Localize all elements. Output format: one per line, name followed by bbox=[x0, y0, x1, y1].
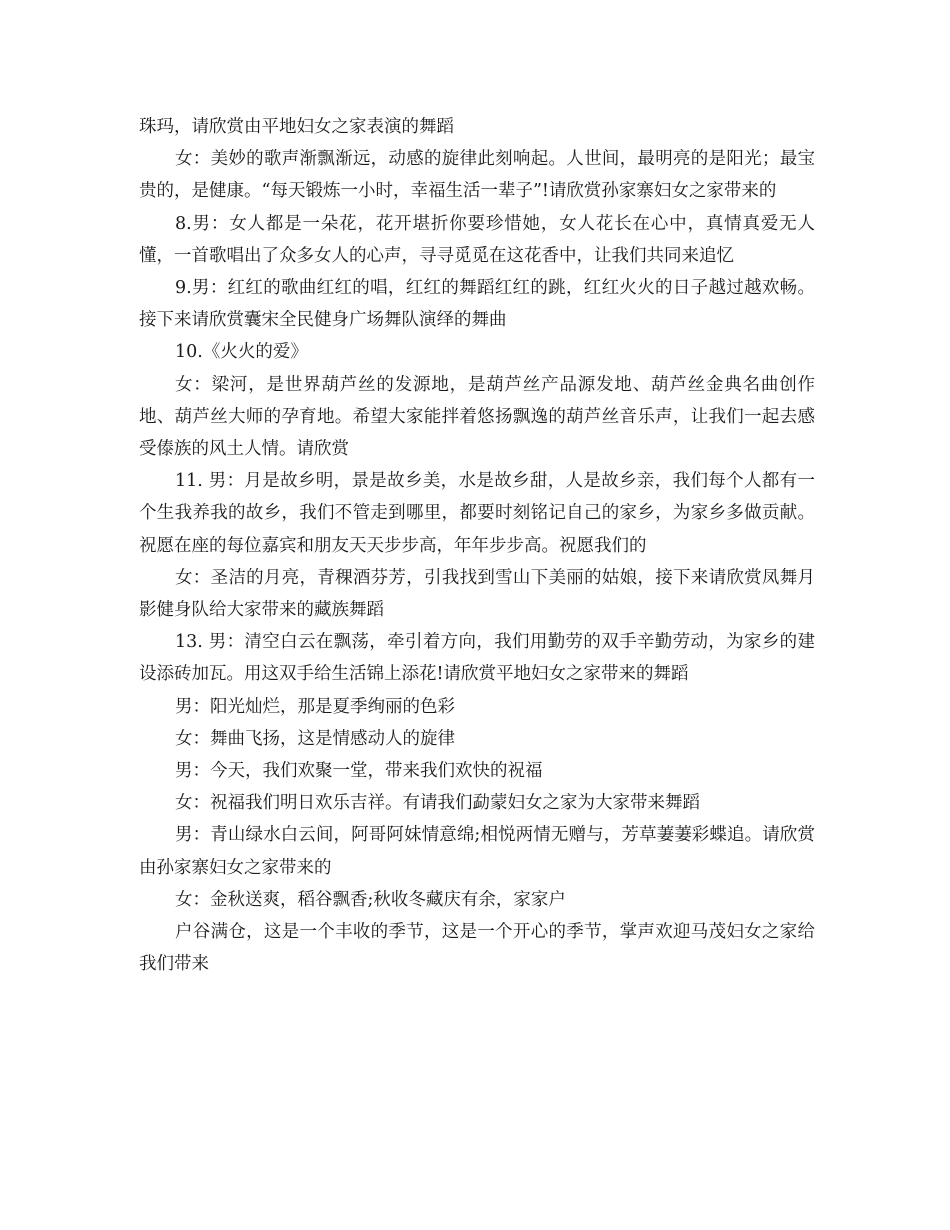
paragraph: 8.男：女人都是一朵花，花开堪折你要珍惜她，女人花长在心中，真情真爱无人懂，一首歌唱出了众多女人的心声，寻寻觅觅在这花香中，让我们共同来追忆 bbox=[139, 213, 815, 266]
paragraph: 男：今天，我们欢聚一堂，带来我们欢快的祝福 bbox=[175, 761, 543, 782]
paragraph: 男：青山绿水白云间，阿哥阿妹情意绵;相悦两情无赠与，芳草萋萋彩蝶追。请欣赏由孙家寨妇女之家带来的 bbox=[139, 825, 815, 878]
paragraph: 女：祝福我们明日欢乐吉祥。有请我们勐蒙妇女之家为大家带来舞蹈 bbox=[175, 793, 700, 814]
paragraph: 11. 男：月是故乡明，景是故乡美，水是故乡甜，人是故乡亲，我们每个人都有一个生我养我的故乡，我们不管走到哪里，都要时刻铭记自己的家乡，为家乡多做贡献。祝愿在座的每位嘉宾和朋友天天步步高，年年步步高。祝愿我们的 bbox=[139, 471, 815, 556]
paragraph: 女：圣洁的月亮，青稞酒芬芳，引我找到雪山下美丽的姑娘，接下来请欣赏凤舞月影健身队给大家带来的藏族舞蹈 bbox=[139, 567, 815, 621]
paragraph: 女：金秋送爽，稻谷飘香;秋收冬藏庆有余，家家户 bbox=[175, 889, 566, 910]
paragraph: 女：美妙的歌声渐飘渐远，动感的旋律此刻响起。人世间，最明亮的是阳光；最宝贵的，是健康。“每天锻炼一小时，幸福生活一辈子”!请欣赏孙家寨妇女之家带来的 bbox=[139, 149, 815, 202]
paragraph: 13. 男：清空白云在飘荡，牵引着方向，我们用勤劳的双手辛勤劳动，为家乡的建设添砖加瓦。用这双手给生活锦上添花!请欣赏平地妇女之家带来的舞蹈 bbox=[139, 632, 815, 685]
document-body bbox=[139, 111, 815, 980]
paragraph: 9.男：红红的歌曲红红的唱，红红的舞蹈红红的跳，红红火火的日子越过越欢畅。接下来请欣赏囊宋全民健身广场舞队演绎的舞曲 bbox=[139, 278, 815, 331]
paragraph: 10.《火火的爱》 bbox=[175, 342, 308, 363]
paragraph: 户谷满仓，这是一个丰收的季节，这是一个开心的季节，掌声欢迎马茂妇女之家给我们带来 bbox=[139, 922, 815, 975]
paragraph: 女：舞曲飞扬，这是情感动人的旋律 bbox=[175, 728, 455, 749]
paragraph: 珠玛，请欣赏由平地妇女之家表演的舞蹈 bbox=[139, 117, 454, 137]
paragraph: 女：梁河，是世界葫芦丝的发源地，是葫芦丝产品源发地、葫芦丝金典名曲创作地、葫芦丝大师的孕育地。希望大家能拌着悠扬飘逸的葫芦丝音乐声，让我们一起去感受傣族的风土人情。请欣赏 bbox=[139, 374, 815, 460]
paragraph: 男：阳光灿烂，那是夏季绚丽的色彩 bbox=[175, 696, 455, 717]
